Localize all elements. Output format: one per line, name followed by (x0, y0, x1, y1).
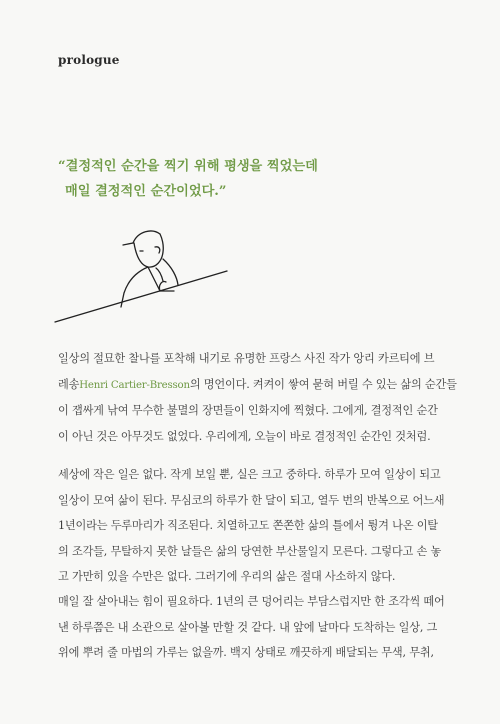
text-segment: 의 명언이다. 켜켜이 쌓여 묻혀 버릴 수 있는 삶의 순간들 (189, 377, 457, 391)
text-segment: 레송 (58, 377, 80, 391)
paragraph-2-line: 의 조각들, 무탈하지 못한 날들은 삶의 당연한 부산물일지 모른다. 그렇다고 손 놓 (58, 544, 442, 558)
paragraph-3-line: 위에 뿌려 줄 마법의 가루는 없을까. 백지 상태로 깨끗하게 배달되는 무색, 무취, (58, 646, 434, 660)
thinking-person-illustration (52, 225, 232, 325)
paragraph-1-line: 일상의 절묘한 찰나를 포착해 내기로 유명한 프랑스 사진 작가 앙리 카르티에 브 (58, 352, 435, 365)
photographer-name: Henri Cartier-Bresson (79, 379, 190, 391)
page-heading: prologue (58, 53, 120, 67)
paragraph-1-line: 이 잽싸게 낚여 무수한 불멸의 장면들이 인화지에 찍혔다. 그에게, 결정적인 순간 (58, 404, 438, 418)
paragraph-2-line: 1년이라는 두루마리가 직조된다. 치열하고도 쫀쫀한 삶의 틀에서 튕겨 나온 이탈 (58, 519, 438, 533)
paragraph-1-line (58, 372, 457, 399)
pull-quote-line-1: “결정적인 순간을 찍기 위해 평생을 찍었는데 (58, 159, 318, 174)
paragraph-3 (58, 589, 450, 666)
paragraph-1 (58, 346, 457, 449)
paragraph-2 (58, 462, 450, 590)
pull-quote-line-2: 매일 결정적인 순간이었다.” (65, 184, 227, 199)
paragraph-3-line: 매일 잘 살아내는 힘이 필요하다. 1년의 큰 덩어리는 부담스럽지만 한 조각씩 떼어 (58, 595, 445, 608)
pull-quote (58, 154, 318, 204)
table-line (55, 271, 227, 322)
paragraph-2-line: 세상에 작은 일은 없다. 작게 보일 뿐, 실은 크고 중하다. 하루가 모여 일상이 되고 (58, 468, 441, 481)
paragraph-3-line: 낸 하루쯤은 내 소관으로 살아볼 만할 것 같다. 내 앞에 날마다 도착하는 일상, 그 (58, 620, 438, 634)
paragraph-1-line: 이 아닌 것은 아무것도 없었다. 우리에게, 오늘이 바로 결정적인 순간인 것처럼. (58, 429, 431, 443)
paragraph-2-line: 고 가만히 있을 수만은 없다. 그러기에 우리의 삶은 절대 사소하지 않다. (58, 570, 396, 584)
paragraph-2-line: 일상이 모여 삶이 된다. 무심코의 하루가 한 달이 되고, 열두 번의 반복으로 어느새 (58, 493, 445, 507)
